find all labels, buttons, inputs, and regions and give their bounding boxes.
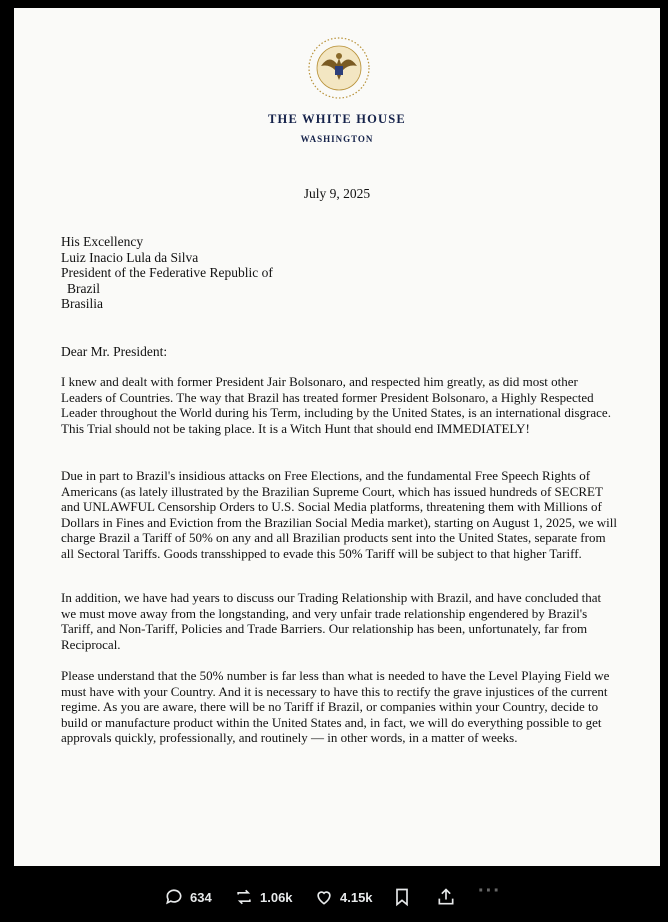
recipient-address (61, 234, 273, 312)
like-count: 4.15k (340, 889, 373, 905)
more-options-button[interactable]: ··· (478, 879, 501, 902)
repost-icon (234, 887, 254, 907)
salutation: Dear Mr. President: (61, 344, 168, 359)
letter-image[interactable] (14, 8, 660, 866)
recipient-line: Brazil (67, 280, 100, 296)
letterhead-subtitle: WASHINGTON (300, 134, 374, 144)
post-action-bar (0, 868, 668, 922)
repost-count: 1.06k (260, 889, 293, 905)
letter-paragraph: Please understand that the 50% number is far less than what is needed to have the Level Playing Field we must have with your Country. And it is necessary to have this to rectify the grave injustices of the current regime. As you are aware, there will be no Tariff if Brazil, or companies within your Country, decide to build or manufacture product within the United States and, in fact, we will do everything possible to get approvals quickly, professionally, and routinely — in other words, in a matter of weeks. (61, 668, 610, 746)
bookmark-button[interactable] (392, 886, 412, 908)
share-button[interactable] (436, 886, 456, 908)
letter-paragraph: In addition, we have had years to discuss our Trading Relationship with Brazil, and have concluded that we must move away from the longstanding, and very unfair trade relationship engendered by Brazil's Tariff, and Non-Tariff, Policies and Trade Barriers. Our relationship has been, unfortunately, far from Reciprocal. (61, 590, 602, 652)
recipient-line: His Excellency (61, 234, 144, 249)
repost-button[interactable] (234, 886, 293, 908)
recipient-line: Luiz Inacio Lula da Silva (61, 249, 199, 265)
letterhead-title: THE WHITE HOUSE (268, 112, 406, 126)
letter-date: July 9, 2025 (303, 186, 371, 201)
share-icon (436, 887, 456, 907)
reply-count: 634 (190, 889, 212, 905)
letter-paragraph: Due in part to Brazil's insidious attacks on Free Elections, and the fundamental Free Speech Rights of Americans (as lately illustrated by the Brazilian Supreme Court, which has issued hundreds of SECRET and UNLAWFUL Censorship Orders to U.S. Social Media platforms, threatening them with Millions of Dollars in Fines and Eviction from the Brazilian Social Media market), starting on August 1, 2025, we will charge Brazil a Tariff of 50% on any and all Brazilian products sent into the United States, separate from all Sectoral Tariffs. Goods transshipped to evade this 50% Tariff will be subject to that higher Tariff. (61, 468, 618, 561)
heart-icon (314, 887, 334, 907)
letter-paragraph: I knew and dealt with former President Jair Bolsonaro, and respected him greatly, as did most other Leaders of Countries. The way that Brazil has treated former President Bolsonaro, a Highly Respected Leader throughout the World during his Term, including by the United States, is an international disgrace. This Trial should not be taking place. It is a Witch Hunt that should end IMMEDIATELY! (61, 374, 611, 436)
recipient-line: President of the Federative Republic of (61, 265, 273, 280)
bookmark-icon (392, 887, 412, 907)
reply-icon (164, 887, 184, 907)
reply-button[interactable] (164, 886, 212, 908)
presidential-seal-icon (307, 36, 371, 100)
recipient-line: Brasilia (61, 296, 103, 311)
like-button[interactable] (314, 886, 373, 908)
